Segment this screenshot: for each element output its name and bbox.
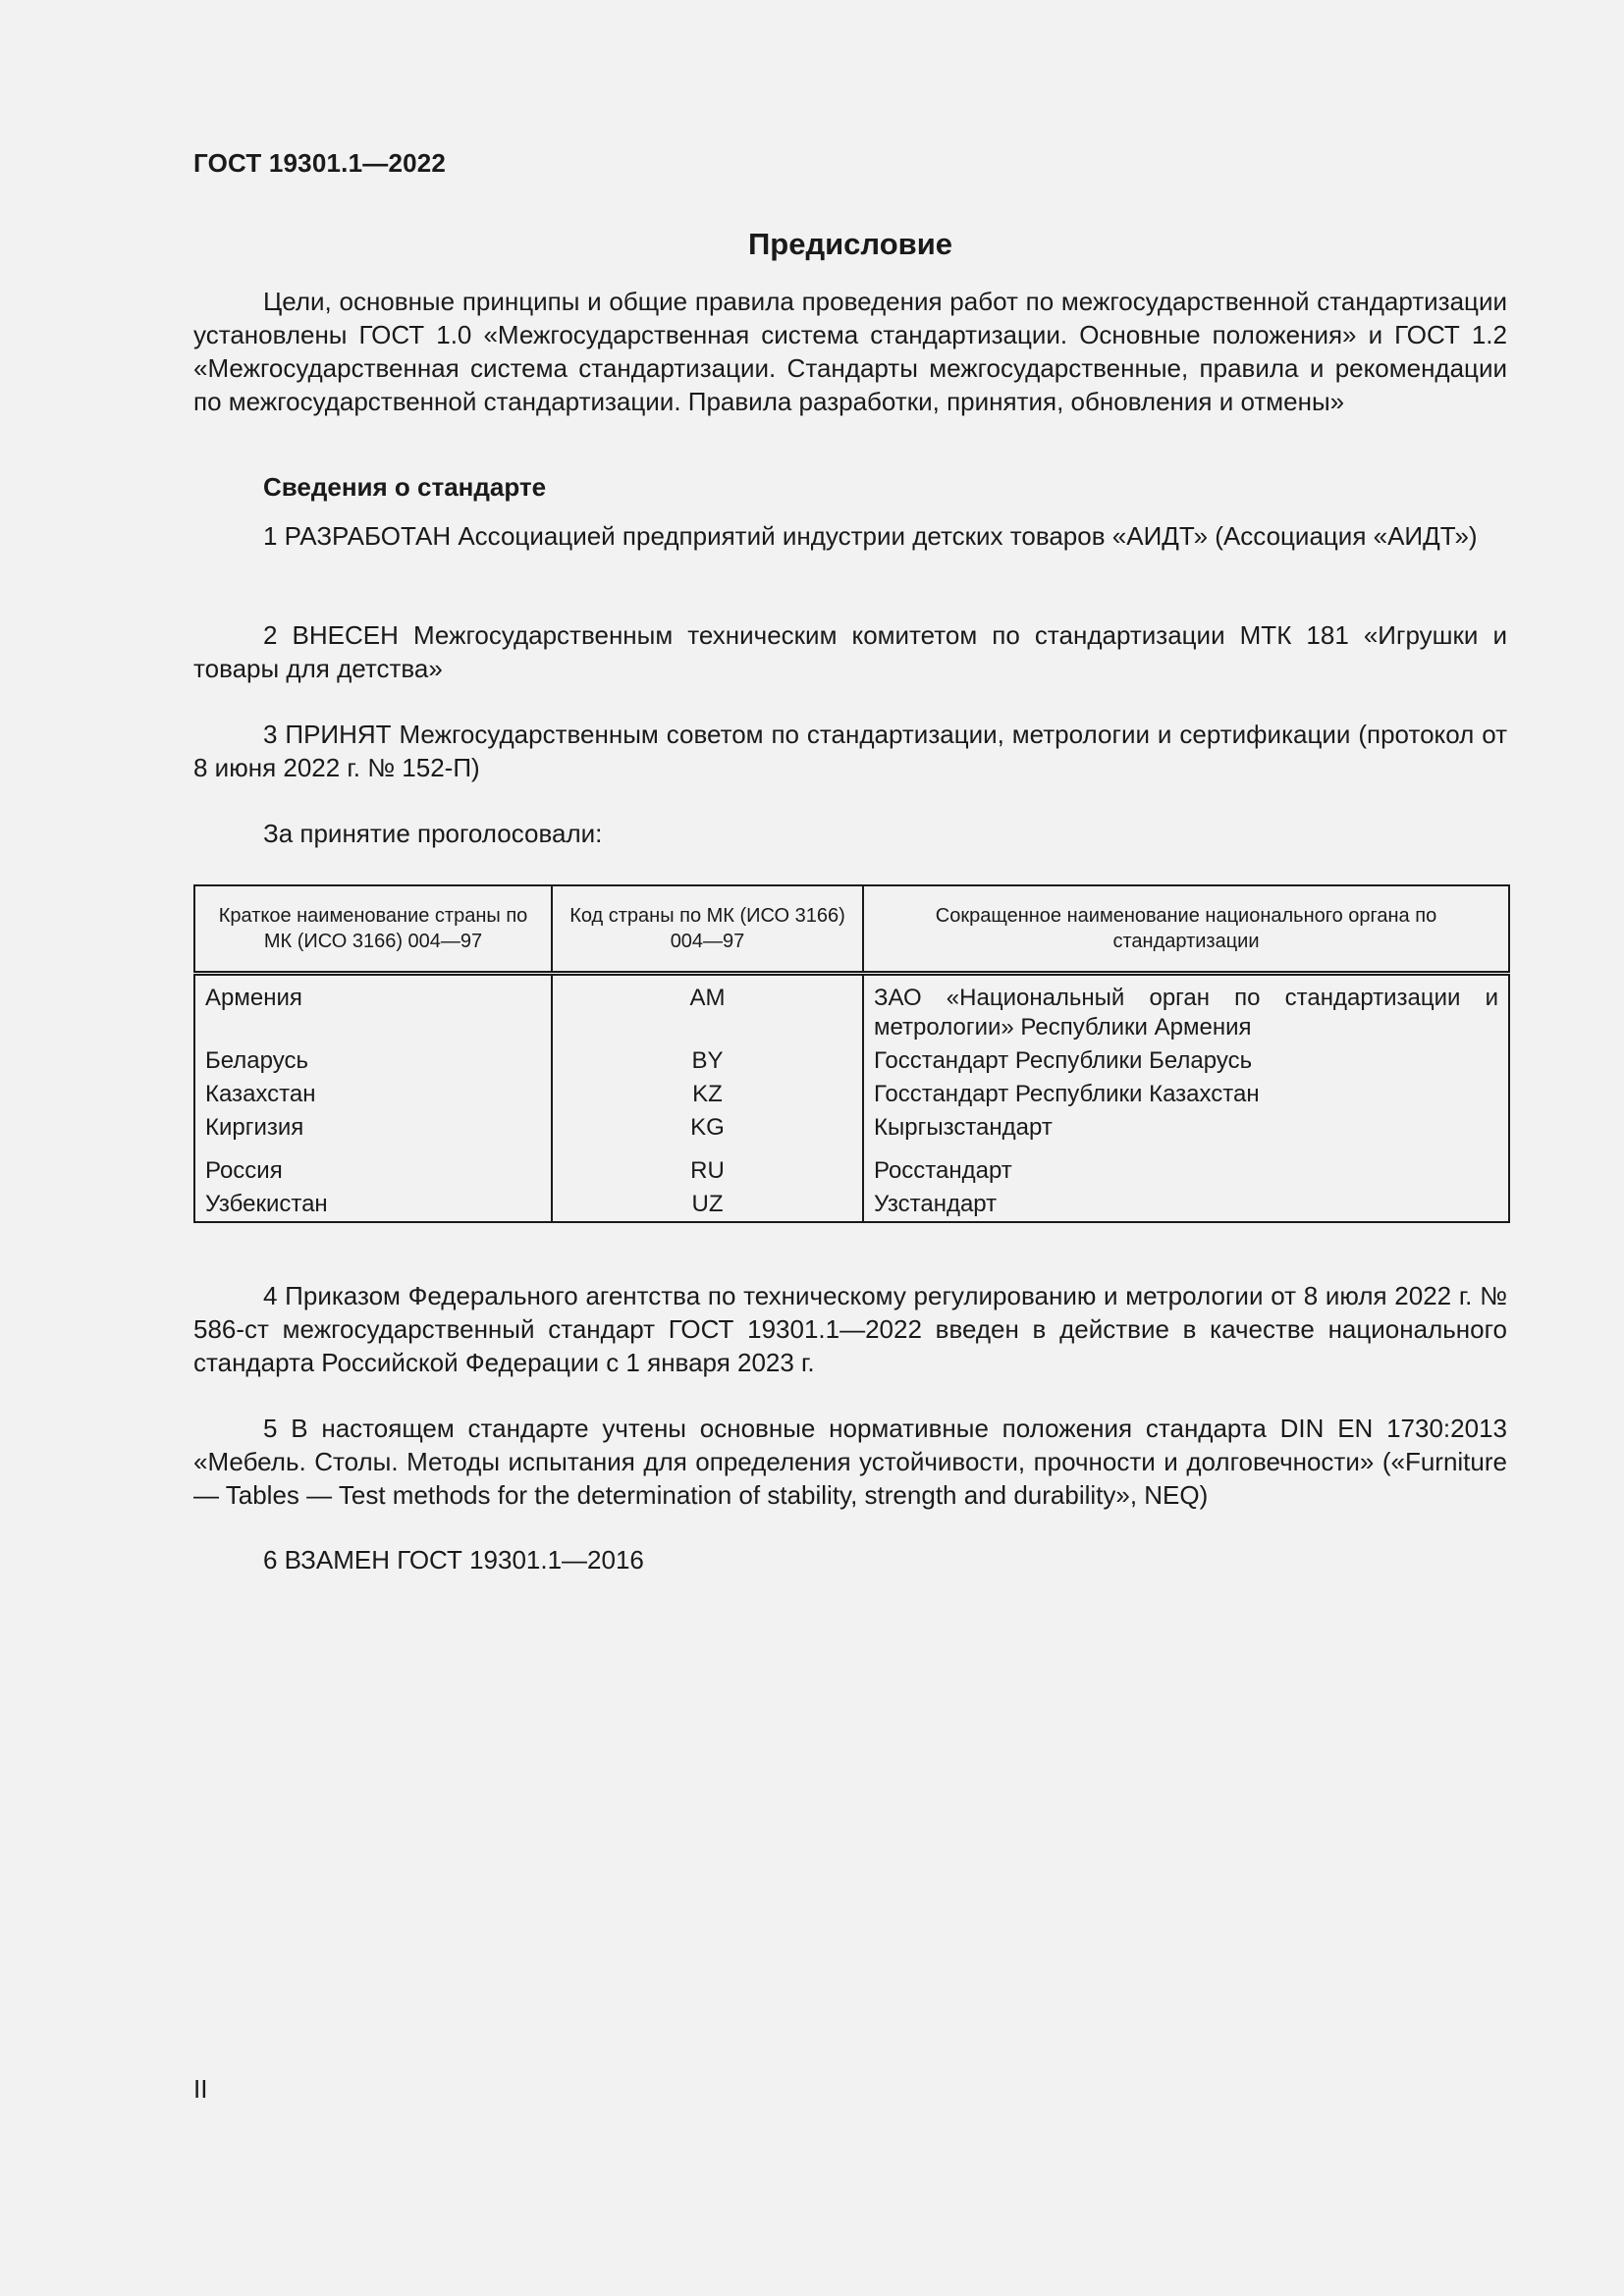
country-name: Россия — [194, 1145, 552, 1188]
voting-countries-table — [193, 884, 1510, 1223]
voted-for-label: За принятие проголосовали: — [263, 819, 603, 848]
country-code: RU — [552, 1145, 863, 1188]
item-5-reference-standard: 5 В настоящем стандарте учтены основные нормативные положения стандарта DIN EN 1730:2013 «Мебель. Столы. Методы испытания для определения устойчивости, прочности и долговечности» («Furniture — Tables — Test methods for the determination of stability, strength and durability», NEQ) — [193, 1414, 1507, 1510]
table-row — [194, 1188, 1509, 1222]
national-body: Росстандарт — [863, 1145, 1509, 1188]
country-code: KG — [552, 1111, 863, 1145]
country-name: Армения — [194, 974, 552, 1045]
country-code: AM — [552, 974, 863, 1045]
intro-paragraph: Цели, основные принципы и общие правила проведения работ по межгосударственной стандартизации установлены ГОСТ 1.0 «Межгосударственная система стандартизации. Основные положения» и ГОСТ 1.2 «Межгосударственная система стандартизации. Стандарты межгосударственные, правила и рекомендации по межгосударственной стандартизации. Правила разработки, принятия, обновления и отмены» — [193, 287, 1507, 416]
header-country-code: Код страны по МК (ИСО 3166) 004—97 — [552, 885, 863, 974]
page-title: Предисловие — [747, 227, 952, 261]
item-6-replaces: 6 ВЗАМЕН ГОСТ 19301.1—2016 — [263, 1545, 644, 1575]
country-name: Узбекистан — [194, 1188, 552, 1222]
table-header-row — [194, 885, 1509, 974]
table-row — [194, 1078, 1509, 1111]
country-name: Киргизия — [194, 1111, 552, 1145]
document-code: ГОСТ 19301.1—2022 — [193, 148, 447, 178]
section-heading: Сведения о стандарте — [263, 472, 547, 502]
item-1-developed: 1 РАЗРАБОТАН Ассоциацией предприятий индустрии детских товаров «АИДТ» (Ассоциация «АИДТ») — [263, 521, 1478, 551]
country-code: KZ — [552, 1078, 863, 1111]
country-name: Беларусь — [194, 1044, 552, 1078]
page-number: II — [193, 2074, 208, 2104]
item-4-order: 4 Приказом Федерального агентства по техническому регулированию и метрологии от 8 июля 2022 г. № 586-ст межгосударственный стандарт ГОСТ 19301.1—2022 введен в действие в качестве национального стандарта Российской Федерации с 1 января 2023 г. — [193, 1281, 1507, 1377]
table-row — [194, 1111, 1509, 1145]
national-body: Кыргызстандарт — [863, 1111, 1509, 1145]
item-3-adopted: 3 ПРИНЯТ Межгосударственным советом по стандартизации, метрологии и сертификации (протокол от 8 июня 2022 г. № 152-П) — [193, 720, 1507, 782]
national-body: Узстандарт — [863, 1188, 1509, 1222]
country-code: UZ — [552, 1188, 863, 1222]
national-body: Госстандарт Республики Беларусь — [863, 1044, 1509, 1078]
table-row — [194, 1145, 1509, 1188]
country-code: BY — [552, 1044, 863, 1078]
table-row — [194, 1044, 1509, 1078]
national-body: ЗАО «Национальный орган по стандартизации и метрологии» Республики Армения — [863, 974, 1509, 1045]
country-name: Казахстан — [194, 1078, 552, 1111]
national-body: Госстандарт Республики Казахстан — [863, 1078, 1509, 1111]
table-row — [194, 974, 1509, 1045]
header-national-body: Сокращенное наименование национального органа по стандартизации — [863, 885, 1509, 974]
item-2-submitted: 2 ВНЕСЕН Межгосударственным техническим комитетом по стандартизации МТК 181 «Игрушки и товары для детства» — [193, 620, 1507, 683]
header-country-name: Краткое наименование страны по МК (ИСО 3166) 004—97 — [194, 885, 552, 974]
